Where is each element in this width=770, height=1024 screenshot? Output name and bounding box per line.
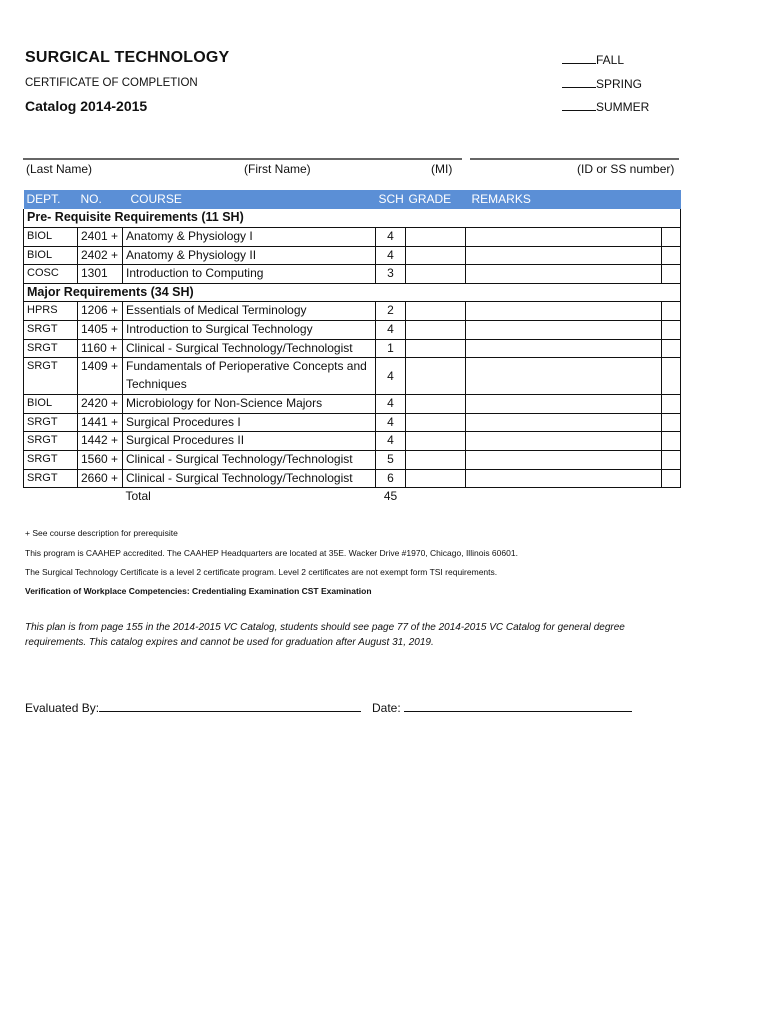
row-extra-cell[interactable] — [662, 302, 681, 321]
row-extra-cell[interactable] — [662, 321, 681, 340]
row-dept: SRGT — [24, 339, 78, 358]
row-remarks-cell[interactable] — [466, 451, 662, 470]
header-grade: GRADE — [406, 190, 466, 209]
term-summer-label: SUMMER — [596, 100, 650, 114]
prereq-note: + See course description for prerequisite — [25, 528, 178, 538]
term-fall[interactable] — [562, 53, 624, 67]
major-section-title: Major Requirements (34 SH) — [24, 283, 681, 302]
term-fall-label: FALL — [596, 53, 625, 67]
row-no: 1301 — [78, 265, 123, 284]
table-row — [24, 228, 681, 247]
date-field[interactable] — [372, 699, 632, 715]
table-row — [24, 246, 681, 265]
row-sch: 4 — [376, 395, 406, 414]
page-subtitle: CERTIFICATE OF COMPLETION — [25, 77, 198, 89]
row-sch: 4 — [376, 358, 406, 395]
total-blank-remarks — [466, 488, 662, 507]
term-spring[interactable] — [562, 77, 642, 91]
course-table — [23, 190, 681, 506]
term-summer-blank[interactable] — [562, 100, 596, 111]
row-sch: 4 — [376, 432, 406, 451]
row-no: 1441 + — [78, 413, 123, 432]
last-name-label: (Last Name) — [26, 162, 93, 176]
id-label: (ID or SS number) — [577, 162, 675, 176]
row-grade-cell[interactable] — [406, 451, 466, 470]
row-course: Anatomy & Physiology II — [123, 246, 376, 265]
row-extra-cell[interactable] — [662, 339, 681, 358]
row-dept: SRGT — [24, 321, 78, 340]
evaluated-by-label: Evaluated By: — [25, 701, 100, 715]
row-sch: 2 — [376, 302, 406, 321]
table-row — [24, 395, 681, 414]
row-grade-cell[interactable] — [406, 432, 466, 451]
row-course: Introduction to Surgical Technology — [123, 321, 376, 340]
row-no: 2660 + — [78, 469, 123, 488]
row-course: Surgical Procedures I — [123, 413, 376, 432]
table-row — [24, 432, 681, 451]
row-no: 1442 + — [78, 432, 123, 451]
row-course: Surgical Procedures II — [123, 432, 376, 451]
page-title: SURGICAL TECHNOLOGY — [25, 49, 230, 66]
row-remarks-cell[interactable] — [466, 339, 662, 358]
row-grade-cell[interactable] — [406, 321, 466, 340]
total-value: 45 — [383, 489, 398, 504]
row-course: Introduction to Computing — [123, 265, 376, 284]
row-dept: SRGT — [24, 358, 78, 395]
row-dept: SRGT — [24, 432, 78, 451]
table-row — [24, 302, 681, 321]
row-no: 1206 + — [78, 302, 123, 321]
term-spring-blank[interactable] — [562, 77, 596, 88]
header-no: NO. — [78, 190, 123, 209]
date-label: Date: — [372, 701, 401, 715]
row-extra-cell[interactable] — [662, 395, 681, 414]
row-extra-cell[interactable] — [662, 432, 681, 451]
row-course: Clinical - Surgical Technology/Technologist — [123, 339, 376, 358]
row-grade-cell[interactable] — [406, 228, 466, 247]
row-no: 1405 + — [78, 321, 123, 340]
row-grade-cell[interactable] — [406, 339, 466, 358]
row-extra-cell[interactable] — [662, 469, 681, 488]
row-remarks-cell[interactable] — [466, 413, 662, 432]
table-row — [24, 321, 681, 340]
row-grade-cell[interactable] — [406, 246, 466, 265]
row-course: Microbiology for Non-Science Majors — [123, 395, 376, 414]
name-field-line[interactable] — [23, 158, 462, 160]
row-no: 1160 + — [78, 339, 123, 358]
evaluated-by-field[interactable] — [25, 699, 361, 715]
term-summer[interactable] — [562, 100, 649, 114]
catalog-plan-note: This plan is from page 155 in the 2014-2015 VC Catalog, students should see page 77 of the 2014-2015 VC Catalog for general degree requirements. This catalog expires and cannot be used for graduation after August 31, 2019. — [25, 622, 625, 648]
verification-note: Verification of Workplace Competencies: Credentialing Examination CST Examination — [25, 586, 372, 596]
table-header-row — [24, 190, 681, 209]
row-extra-cell[interactable] — [662, 265, 681, 284]
row-extra-cell[interactable] — [662, 228, 681, 247]
term-fall-blank[interactable] — [562, 53, 596, 64]
row-sch: 4 — [376, 246, 406, 265]
row-grade-cell[interactable] — [406, 302, 466, 321]
row-no: 1560 + — [78, 451, 123, 470]
row-remarks-cell[interactable] — [466, 246, 662, 265]
row-extra-cell[interactable] — [662, 451, 681, 470]
header-dept: DEPT. — [24, 190, 78, 209]
row-extra-cell[interactable] — [662, 413, 681, 432]
row-grade-cell[interactable] — [406, 395, 466, 414]
row-sch: 4 — [376, 321, 406, 340]
row-grade-cell[interactable] — [406, 358, 466, 395]
row-sch: 3 — [376, 265, 406, 284]
catalog-year: Catalog 2014-2015 — [25, 98, 148, 114]
row-no: 2420 + — [78, 395, 123, 414]
row-extra-cell[interactable] — [662, 246, 681, 265]
row-extra-cell[interactable] — [662, 358, 681, 395]
row-no: 2401 + — [78, 228, 123, 247]
row-dept: SRGT — [24, 413, 78, 432]
major-section-row — [24, 283, 681, 302]
total-row — [24, 488, 681, 507]
tsi-note: The Surgical Technology Certificate is a level 2 certificate program. Level 2 certificates are not exempt form TSI requirements. — [25, 567, 498, 577]
row-course: Clinical - Surgical Technology/Technologist — [123, 469, 376, 488]
row-course: Clinical - Surgical Technology/Technologist — [123, 451, 376, 470]
row-dept: SRGT — [24, 469, 78, 488]
row-sch: 4 — [376, 413, 406, 432]
row-remarks-cell[interactable] — [466, 395, 662, 414]
table-row — [24, 339, 681, 358]
prereq-section-row — [24, 209, 681, 228]
prereq-section-title: Pre- Requisite Requirements (11 SH) — [24, 209, 681, 228]
row-remarks-cell[interactable] — [466, 469, 662, 488]
evaluated-by-line[interactable] — [99, 699, 361, 712]
row-grade-cell[interactable] — [406, 469, 466, 488]
accreditation-note: This program is CAAHEP accredited. The CAAHEP Headquarters are located at 35E. Wacker Drive #1970, Chicago, Illinois 60601. — [25, 548, 518, 558]
header-blank — [662, 190, 681, 209]
row-course: Essentials of Medical Terminology — [123, 302, 376, 321]
term-spring-label: SPRING — [596, 77, 643, 91]
header-sch: SCH — [376, 190, 406, 209]
row-remarks-cell[interactable] — [466, 358, 662, 395]
table-row — [24, 358, 681, 395]
row-remarks-cell[interactable] — [466, 265, 662, 284]
row-grade-cell[interactable] — [406, 265, 466, 284]
row-remarks-cell[interactable] — [466, 321, 662, 340]
row-dept: BIOL — [24, 228, 78, 247]
row-sch: 6 — [376, 469, 406, 488]
total-blank-no — [78, 488, 123, 507]
row-remarks-cell[interactable] — [466, 228, 662, 247]
total-blank-dept — [24, 488, 78, 507]
row-sch: 5 — [376, 451, 406, 470]
table-row — [24, 265, 681, 284]
total-label: Total — [125, 489, 151, 504]
total-blank-extra — [662, 488, 681, 507]
mi-label: (MI) — [431, 162, 453, 176]
row-no: 2402 + — [78, 246, 123, 265]
row-dept: BIOL — [24, 395, 78, 414]
id-field-line[interactable] — [470, 158, 679, 160]
date-line[interactable] — [404, 699, 632, 712]
row-dept: SRGT — [24, 451, 78, 470]
header-remarks: REMARKS — [466, 190, 662, 209]
row-sch: 1 — [376, 339, 406, 358]
table-row — [24, 451, 681, 470]
row-no: 1409 + — [78, 358, 123, 395]
row-grade-cell[interactable] — [406, 413, 466, 432]
header-course: COURSE — [123, 190, 376, 209]
row-dept: BIOL — [24, 246, 78, 265]
first-name-label: (First Name) — [244, 162, 311, 176]
row-sch: 4 — [376, 228, 406, 247]
total-blank-grade — [406, 488, 466, 507]
table-row — [24, 413, 681, 432]
row-remarks-cell[interactable] — [466, 302, 662, 321]
table-row — [24, 469, 681, 488]
row-course: Anatomy & Physiology I — [123, 228, 376, 247]
row-remarks-cell[interactable] — [466, 432, 662, 451]
row-dept: HPRS — [24, 302, 78, 321]
row-dept: COSC — [24, 265, 78, 284]
row-course: Fundamentals of Perioperative Concepts and Techniques — [123, 358, 376, 395]
